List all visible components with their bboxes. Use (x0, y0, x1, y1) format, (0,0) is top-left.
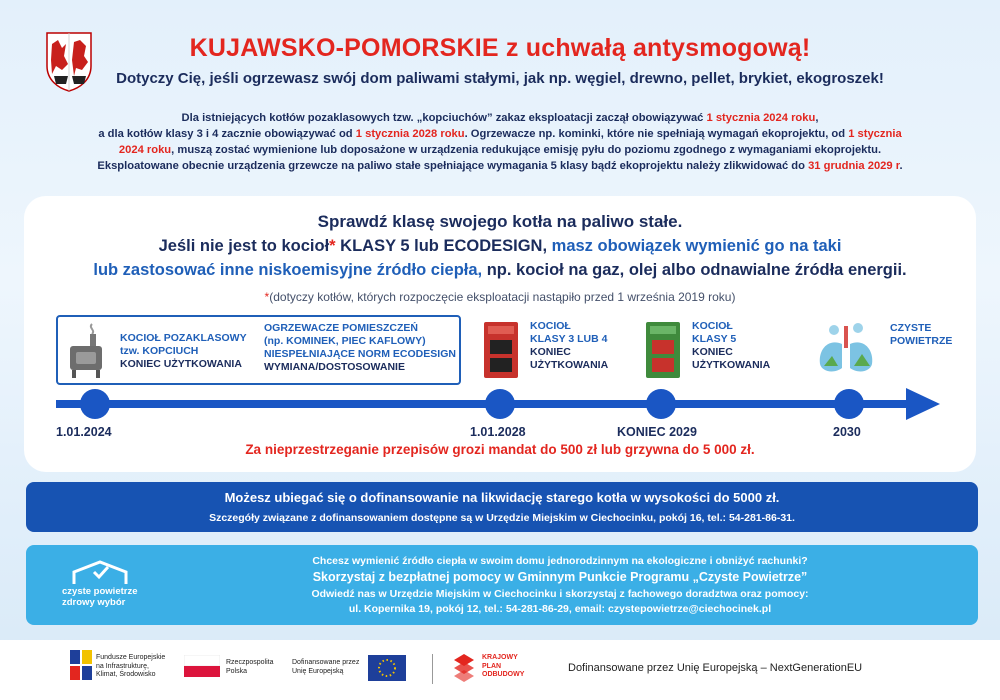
funding-details: Szczegóły związane z dofinansowaniem dostępne są w Urzędzie Miejskim w Ciechocinku, pokój 16, tel.: 54-281-86-31. (209, 512, 795, 524)
date-2024: 1.01.2024 (56, 425, 112, 439)
page-subtitle: Dotyczy Cię, jeśli ogrzewasz swój dom paliwami stałymi, jak np. węgiel, drewno, pellet, brykiet, ekogroszek! (116, 70, 884, 87)
house-check-icon (70, 558, 130, 586)
page-title: KUJAWSKO-POMORSKIE z uchwałą antysmogową! (189, 34, 811, 62)
penalty-text: Za nieprzestrzeganie przepisów grozi mandat do 500 zł lub grzywna do 5 000 zł. (245, 442, 755, 457)
rp-logo-text: Rzeczpospolita Polska (226, 659, 274, 675)
class-3-4-label: KOCIOŁ KLASY 3 LUB 4 KONIEC UŻYTKOWANIA (530, 320, 609, 371)
timeline-dot-2028 (485, 389, 515, 419)
ue-logo-text: Dofinansowane przez Unię Europejską (292, 659, 360, 675)
czyste-question: Chcesz wymienić źródło ciepła w swoim domu jednorodzinnym na ekologiczne i obniżyć rachunki? (312, 555, 808, 567)
old-stove-icon (64, 322, 108, 380)
czyste-visit: Odwiedź nas w Urzędzie Miejskim w Ciechocinku i skorzystaj z fachowego doradztwa oraz pomocy: (311, 588, 809, 600)
date-2028: 1.01.2028 (470, 425, 526, 439)
czyste-powietrze-logo: czyste powietrze zdrowy wybór (62, 586, 138, 608)
czyste-contact: ul. Kopernika 19, pokój 12, tel.: 54-281-86-29, email: czystepowietrze@ciechocinek.pl (348, 603, 772, 615)
class-5-label: KOCIOŁ KLASY 5 KONIEC UŻYTKOWANIA (692, 320, 771, 371)
timeline-dot-2029 (646, 389, 676, 419)
footer-funding-text: Dofinansowane przez Unię Europejską – NextGenerationEU (568, 662, 863, 674)
panel-obligation-line2: lub zastosować inne niskoemisyjne źródło ciepła, np. kocioł na gaz, olej albo odnawialne źródła energii. (93, 261, 907, 279)
fe-logo-icon (70, 650, 92, 680)
polish-flag-icon (184, 655, 220, 677)
ogrzewacze-label: OGRZEWACZE POMIESZCZEŃ (np. KOMINEK, PIEC KAFLOWY) NIESPEŁNIAJĄCE NORM ECODESIGN WYMIANA/DOSTOSOWANIE (264, 322, 456, 373)
panel-footnote: *(dotyczy kotłów, których rozpoczęcie eksploatacji nastąpiło przed 1 września 2019 roku) (264, 290, 736, 304)
fe-logo-text: Fundusze Europejskie na Infrastrukturę, Klimat, Środowisko (96, 654, 166, 678)
boiler-class-3-4-icon (482, 320, 520, 380)
eu-flag-icon (368, 655, 406, 681)
timeline-dot-2024 (80, 389, 110, 419)
lungs-icon (814, 322, 878, 376)
kpo-logo-text: KRAJOWY PLAN ODBUDOWY (482, 654, 525, 678)
kpo-logo-icon (452, 652, 476, 682)
clean-air-label: CZYSTE POWIETRZE (890, 322, 953, 347)
boiler-class-5-icon (644, 320, 682, 380)
date-2030: 2030 (833, 425, 861, 439)
timeline-arrow-icon (906, 388, 940, 420)
panel-heading: Sprawdź klasę swojego kotła na paliwo stałe. (317, 212, 683, 231)
kopciuch-label: KOCIOŁ POZAKLASOWY tzw. KOPCIUCH KONIEC UŻYTKOWANIA (120, 332, 247, 370)
funding-heading: Możesz ubiegać się o dofinansowanie na likwidację starego kotła w wysokości do 5000 zł. (224, 490, 780, 505)
czyste-cta: Skorzystaj z bezpłatnej pomocy w Gminnym Punkcie Programu „Czyste Powietrze” (312, 570, 808, 584)
timeline-dot-2030 (834, 389, 864, 419)
footer-divider (432, 654, 433, 684)
intro-text: Dla istniejących kotłów pozaklasowych tzw. „kopciuchów” zakaz eksploatacji zaczął obowiązywać 1 stycznia 2024 roku, a dla kotłów klasy 3 i 4 zacznie obowiązywać od 1 stycznia 2028 roku. Ogrzewacze np. kominki, które nie spełniają wymagań ekoprojektu, od 1 stycznia 2024 roku, muszą zostać wymienione lub doposażone w urządzenia redukujące emisję pyłu do poziomu zgodnego z wymaganiami ekoprojektu. Eksploatowane obecnie urządzenia grzewcze na paliwo stałe spełniające wymagania 5 klasy bądź ekoprojektu należy zlikwidować do 31 grudnia 2029 r. (97, 112, 903, 172)
date-2029: KONIEC 2029 (617, 425, 697, 439)
panel-obligation-line1: Jeśli nie jest to kocioł* KLASY 5 lub ECODESIGN, masz obowiązek wymienić go na taki (158, 237, 842, 255)
